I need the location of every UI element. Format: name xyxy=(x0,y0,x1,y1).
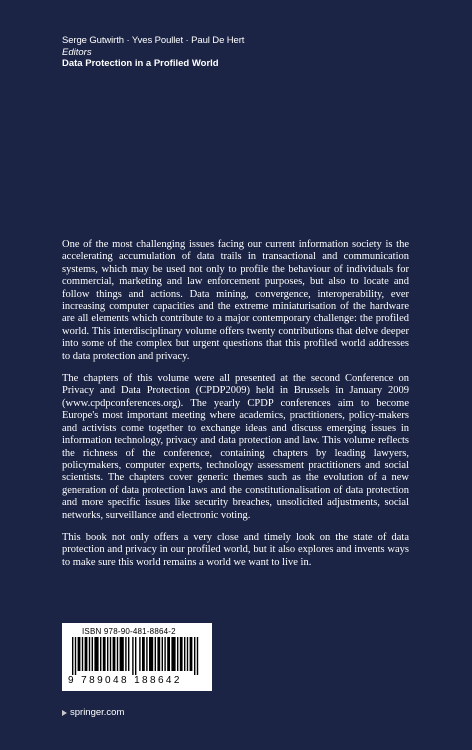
blurb-paragraph-1: One of the most challenging issues facing our current information society is the accelerating accumulation of data trails in transactional and communication systems, which may be used not only to profile the behaviour of individuals for commercial, marketing and law enforcement purposes, but also to locate and follow things and actions. Data mining, convergence, interoperability, ever increasing computer capacities and the extreme miniaturisation of the hardware are all elements which contribute to a major contemporary challenge: the profiled world. This interdisciplinary volume offers twenty contributions that delve deeper into some of the complex but urgent questions that this profiled world addresses to data protection and privacy. xyxy=(62,239,409,362)
publisher-link[interactable] xyxy=(62,707,124,718)
barcode-digits: 9 789048 188642 xyxy=(68,675,182,686)
editors-role-label: Editors xyxy=(62,46,92,58)
blurb-text xyxy=(62,239,409,579)
book-title: Data Protection in a Profiled World xyxy=(62,58,219,69)
isbn-label: ISBN 978-90-481-8864-2 xyxy=(82,627,176,636)
barcode-icon xyxy=(72,637,202,675)
editor-names: Serge Gutwirth · Yves Poullet · Paul De Hert xyxy=(62,35,245,46)
blurb-paragraph-2: The chapters of this volume were all presented at the second Conference on Privacy and Data Protection (CPDP2009) held in Brussels in January 2009 (www.cpdpconferences.org). The yearly CPDP conferences aim to become Europe's most important meeting where academics, practitioners, policy-makers and activists come together to exchange ideas and discuss emerging issues in information technology, privacy and data protection and law. This volume reflects the richness of the conference, containing chapters by leading lawyers, policymakers, computer experts, technology assessment practitioners and social scientists. The chapters cover generic themes such as the evolution of a new generation of data protection laws and the constitutionalisation of data protection and more specific issues like security breaches, unsolicited adjustments, social networks, surveillance and electronic voting. xyxy=(62,373,409,521)
editors-block xyxy=(62,35,442,70)
isbn-barcode xyxy=(62,623,212,691)
blurb-paragraph-3: This book not only offers a very close and timely look on the state of data protection and privacy in our profiled world, but it also explores and invents ways to make sure this world remains a world we want to live in. xyxy=(62,531,409,568)
arrow-right-icon xyxy=(62,710,67,716)
publisher-url[interactable]: springer.com xyxy=(70,707,125,718)
